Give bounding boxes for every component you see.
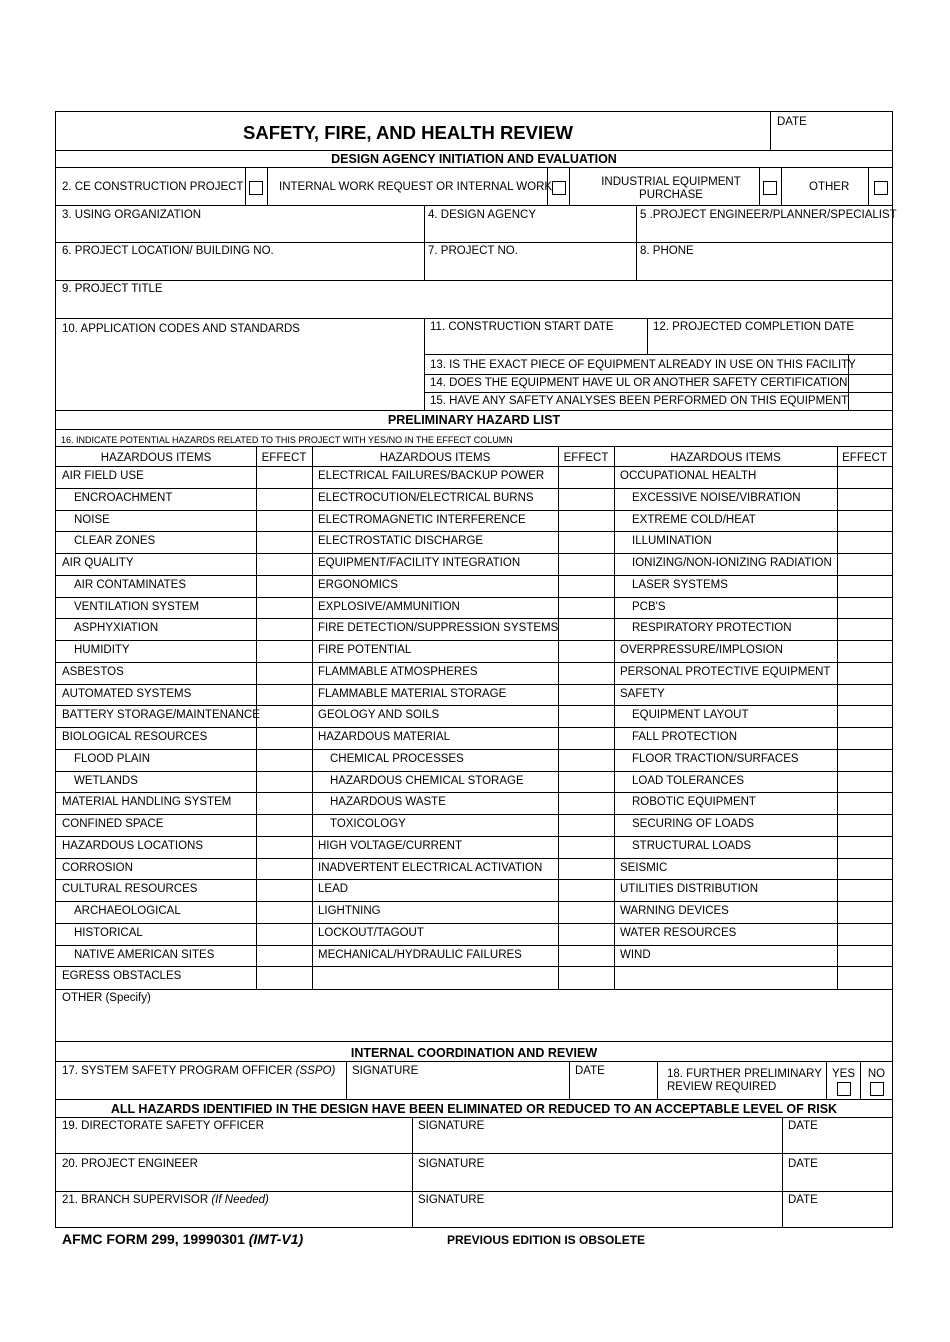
hazard-effect-field[interactable] (838, 467, 892, 488)
hazard-item-label: UTILITIES DISTRIBUTION (620, 883, 759, 896)
hazard-item-label: HAZARDOUS CHEMICAL STORAGE (330, 774, 524, 787)
yes-label: YES (831, 1068, 855, 1080)
sspo-signature-field[interactable] (347, 1078, 569, 1099)
dso-date-field[interactable] (783, 1133, 892, 1153)
other-label: OTHER (809, 181, 850, 193)
using-organization-label: 3. USING ORGANIZATION (62, 209, 202, 221)
dso-signature-label: SIGNATURE (418, 1120, 485, 1132)
hazard-item-label: PCB'S (632, 600, 666, 613)
design-agency-label: 4. DESIGN AGENCY (428, 209, 537, 221)
projected-completion-date-field[interactable] (648, 334, 892, 354)
hazard-effect-field[interactable] (559, 619, 614, 640)
project-title-field[interactable] (56, 296, 892, 318)
ce-construction-project-label: 2. CE CONSTRUCTION PROJECT (62, 181, 244, 193)
project-engineer-planner-field[interactable] (637, 222, 892, 242)
safety-review-form (55, 111, 897, 1228)
hazard-item-label: EQUIPMENT LAYOUT (632, 709, 749, 722)
hazard-row-divider (56, 705, 892, 706)
hazard-item-label: EQUIPMENT/FACILITY INTEGRATION (318, 557, 521, 569)
bs-signature-field[interactable] (413, 1207, 782, 1227)
section-initiation-heading: DESIGN AGENCY INITIATION AND EVALUATION (331, 152, 617, 166)
hazard-item-label: EXCESSIVE NOISE/VIBRATION (632, 491, 801, 504)
bs-signature-label: SIGNATURE (418, 1194, 485, 1206)
hazard-effect-field[interactable] (559, 728, 614, 749)
project-title-label: 9. PROJECT TITLE (62, 283, 163, 295)
hazard-effect-field[interactable] (559, 859, 614, 880)
industrial-equipment-label-line2: PURCHASE (639, 189, 703, 201)
hazard-effect-field[interactable] (838, 859, 892, 880)
hazard-effect-field[interactable] (559, 511, 614, 532)
no-label: NO (867, 1068, 886, 1080)
projected-completion-date-label: 12. PROJECTED COMPLETION DATE (653, 321, 855, 333)
all-hazards-statement: ALL HAZARDS IDENTIFIED IN THE DESIGN HAVE BEEN ELIMINATED OR REDUCED TO AN ACCEPTABLE LEVEL OF RISK (110, 1102, 838, 1116)
hazard-item-label: FLAMMABLE ATMOSPHERES (318, 665, 478, 678)
hazard-item-label: FIRE POTENTIAL (318, 644, 412, 656)
hazard-effect-field[interactable] (838, 750, 892, 771)
hazard-effect-field[interactable] (838, 815, 892, 836)
hazard-item-label: WARNING DEVICES (620, 905, 729, 917)
hazard-item-label: ELECTROMAGNETIC INTERFERENCE (318, 513, 526, 526)
previous-edition-notice: PREVIOUS EDITION IS OBSOLETE (447, 1233, 646, 1247)
hazard-item-label: OVERPRESSURE/IMPLOSION (620, 644, 783, 656)
hazard-effect-field[interactable] (838, 576, 892, 597)
hazard-effect-field[interactable] (257, 728, 312, 749)
hazard-effect-field[interactable] (838, 641, 892, 662)
form-title: SAFETY, FIRE, AND HEALTH REVIEW (243, 122, 573, 143)
question-15-answer[interactable] (849, 393, 892, 410)
hazard-effect-field[interactable] (257, 772, 312, 793)
hazard-row-divider (56, 684, 892, 685)
hazard-effect-field[interactable] (838, 946, 892, 967)
hazard-effect-field[interactable] (559, 967, 614, 988)
using-organization-field[interactable] (56, 222, 424, 242)
further-review-label-line1: 18. FURTHER PRELIMINARY (667, 1068, 822, 1080)
hazard-effect-field[interactable] (559, 663, 614, 684)
hazard-effect-field[interactable] (838, 902, 892, 923)
hazard-effect-field[interactable] (559, 772, 614, 793)
hazard-item-label: FLAMMABLE MATERIAL STORAGE (318, 687, 507, 700)
hazard-item-label: ENCROACHMENT (74, 491, 173, 504)
phone-field[interactable] (637, 258, 892, 280)
hazard-item-label: SAFETY (620, 687, 665, 700)
hazard-item-label: ELECTROSTATIC DISCHARGE (318, 535, 484, 548)
hazard-item-label: CHEMICAL PROCESSES (330, 752, 464, 765)
project-no-field[interactable] (425, 258, 636, 280)
hazard-item-label: LIGHTNING (318, 905, 381, 917)
hazard-item-label: WATER RESOURCES (620, 926, 737, 939)
hazard-item-label: WIND (620, 948, 651, 961)
question-13-label: 13. IS THE EXACT PIECE OF EQUIPMENT ALREADY IN USE ON THIS FACILITY (430, 359, 856, 371)
date-field[interactable] (771, 128, 892, 150)
hazard-item-label: HIGH VOLTAGE/CURRENT (318, 839, 462, 852)
hazard-effect-field[interactable] (838, 837, 892, 858)
construction-start-date-label: 11. CONSTRUCTION START DATE (430, 321, 614, 333)
hazard-item-label: ASBESTOS (62, 665, 124, 678)
hazard-item-label: IONIZING/NON-IONIZING RADIATION (632, 557, 832, 569)
hazard-item-label: INADVERTENT ELECTRICAL ACTIVATION (318, 861, 543, 874)
hazard-effect-field[interactable] (838, 706, 892, 727)
design-agency-field[interactable] (425, 222, 636, 242)
hazard-row-divider (56, 901, 892, 902)
hazard-row-divider (56, 640, 892, 641)
sspo-label: 17. SYSTEM SAFETY PROGRAM OFFICER (SSPO) (62, 1065, 336, 1077)
question-13-answer[interactable] (849, 355, 892, 374)
hazard-effect-field[interactable] (838, 924, 892, 945)
hazard-item-label: VENTILATION SYSTEM (74, 600, 200, 613)
other-specify-label: OTHER (Specify) (62, 992, 151, 1004)
section-coordination-heading: INTERNAL COORDINATION AND REVIEW (350, 1046, 598, 1060)
hazard-effect-field[interactable] (559, 880, 614, 901)
internal-work-request-label: INTERNAL WORK REQUEST OR INTERNAL WORK (279, 181, 553, 193)
date-label: DATE (777, 116, 807, 128)
hazard-item-label: LEAD (318, 883, 349, 896)
hazard-row-divider (56, 923, 892, 924)
hazard-effect-field[interactable] (257, 946, 312, 967)
directorate-safety-officer-label: 19. DIRECTORATE SAFETY OFFICER (62, 1120, 264, 1132)
hazard-item-label: ROBOTIC EQUIPMENT (632, 796, 756, 809)
hazard-effect-field[interactable] (838, 532, 892, 553)
hazard-item-label: CONFINED SPACE (62, 818, 164, 830)
hazard-effect-field[interactable] (838, 772, 892, 793)
dso-date-label: DATE (788, 1120, 818, 1132)
hazard-item-label: MECHANICAL/HYDRAULIC FAILURES (318, 948, 522, 961)
hazard-effect-field[interactable] (257, 554, 312, 575)
bs-date-field[interactable] (783, 1207, 892, 1227)
hazard-row-divider (56, 879, 892, 880)
hazard-row-divider (56, 510, 892, 511)
hazard-row-divider (56, 792, 892, 793)
hazard-effect-field[interactable] (838, 728, 892, 749)
hazard-effect-field[interactable] (559, 685, 614, 706)
hazard-row-divider (56, 858, 892, 859)
hazard-item-label: BATTERY STORAGE/MAINTENANCE (62, 709, 260, 722)
hazard-item-label: CULTURAL RESOURCES (62, 883, 198, 896)
hazard-item-label: FLOOD PLAIN (74, 752, 151, 765)
hazard-effect-field[interactable] (257, 967, 312, 988)
hazard-item-label: OCCUPATIONAL HEALTH (620, 470, 757, 482)
hazard-effect-field[interactable] (559, 532, 614, 553)
industrial-equipment-label-line1: INDUSTRIAL EQUIPMENT (601, 176, 741, 188)
hazard-item-label: HUMIDITY (74, 644, 130, 656)
hazard-item-label: NATIVE AMERICAN SITES (74, 948, 215, 961)
hazard-item-label: ASPHYXIATION (74, 622, 159, 635)
hazard-effect-field[interactable] (559, 750, 614, 771)
hazard-effect-field[interactable] (257, 815, 312, 836)
hazard-item-label: AUTOMATED SYSTEMS (62, 687, 192, 700)
hazard-effect-field[interactable] (838, 619, 892, 640)
hazard-item-label: ELECTRICAL FAILURES/BACKUP POWER (318, 470, 545, 482)
hazard-item-label: PERSONAL PROTECTIVE EQUIPMENT (620, 665, 831, 678)
hazard-effect-field[interactable] (838, 489, 892, 510)
hazard-item-label: EGRESS OBSTACLES (62, 970, 182, 983)
hazard-item-label: AIR QUALITY (62, 557, 134, 569)
branch-supervisor-label: 21. BRANCH SUPERVISOR (If Needed) (62, 1194, 269, 1206)
hazard-item-label: BIOLOGICAL RESOURCES (62, 731, 208, 743)
hazard-row-divider (56, 814, 892, 815)
hazard-item-label: ERGONOMICS (318, 578, 398, 591)
project-engineer-planner-label: 5 .PROJECT ENGINEER/PLANNER/SPECIALIST (640, 209, 897, 221)
project-location-label: 6. PROJECT LOCATION/ BUILDING NO. (62, 245, 274, 257)
hazard-effect-field[interactable] (257, 532, 312, 553)
application-codes-label: 10. APPLICATION CODES AND STANDARDS (62, 323, 300, 335)
project-location-field[interactable] (56, 258, 424, 280)
hazard-item-label: ILLUMINATION (632, 535, 712, 548)
hazard-item-label: RESPIRATORY PROTECTION (632, 622, 792, 635)
hazard-effect-field[interactable] (257, 902, 312, 923)
hazard-effect-field[interactable] (257, 793, 312, 814)
hazard-effect-field[interactable] (257, 576, 312, 597)
hazard-effect-field[interactable] (559, 554, 614, 575)
further-review-label-line2: REVIEW REQUIRED (667, 1081, 777, 1093)
further-review-yes-checkbox[interactable] (837, 1082, 851, 1096)
hazard-effect-field[interactable] (257, 706, 312, 727)
hazard-effect-field[interactable] (257, 663, 312, 684)
hazard-item-label: HAZARDOUS LOCATIONS (62, 839, 203, 852)
hazard-effect-field[interactable] (559, 902, 614, 923)
hazard-item-label: AIR FIELD USE (62, 470, 144, 482)
hazard-item-label: EXPLOSIVE/AMMUNITION (318, 600, 460, 613)
hazard-item-label: LASER SYSTEMS (632, 578, 728, 591)
hazard-effect-field[interactable] (257, 641, 312, 662)
hazard-effect-field[interactable] (838, 663, 892, 684)
hazard-item-label: FALL PROTECTION (632, 731, 738, 743)
hazard-item-label: AIR CONTAMINATES (74, 578, 187, 591)
hazard-item-label: SECURING OF LOADS (632, 818, 755, 830)
hazard-item-label: HISTORICAL (74, 926, 143, 939)
industrial-equipment-checkbox[interactable] (763, 181, 777, 195)
col2-header-hazard: HAZARDOUS ITEMS (379, 452, 491, 464)
hazard-row-divider (56, 771, 892, 772)
hazard-effect-field[interactable] (559, 837, 614, 858)
hazard-row-divider (56, 836, 892, 837)
section-hazard-heading: PRELIMINARY HAZARD LIST (387, 413, 561, 427)
project-no-label: 7. PROJECT NO. (428, 245, 518, 257)
hazard-effect-field[interactable] (559, 467, 614, 488)
hazard-effect-field[interactable] (559, 489, 614, 510)
hazard-row-divider (56, 727, 892, 728)
hazard-item-label: WETLANDS (74, 774, 138, 787)
hazard-item-label: FIRE DETECTION/SUPPRESSION SYSTEMS (318, 622, 559, 635)
hazard-effect-field[interactable] (559, 598, 614, 619)
dso-signature-field[interactable] (413, 1133, 782, 1153)
hazard-effect-field[interactable] (559, 576, 614, 597)
hazard-item-label: STRUCTURAL LOADS (632, 839, 752, 852)
hazard-item-label: SEISMIC (620, 861, 668, 874)
hazard-item-label: EXTREME COLD/HEAT (632, 513, 756, 526)
hazard-effect-field[interactable] (838, 967, 892, 988)
hazard-effect-field[interactable] (257, 598, 312, 619)
hazard-item-label: LOCKOUT/TAGOUT (318, 926, 424, 939)
hazard-row-divider (56, 945, 892, 946)
form-id: AFMC FORM 299, 19990301 (IMT-V1) (62, 1231, 304, 1247)
sspo-signature-label: SIGNATURE (352, 1065, 419, 1077)
ce-construction-project-checkbox[interactable] (249, 181, 263, 195)
hazard-row-divider (56, 597, 892, 598)
pe-date-field[interactable] (783, 1171, 892, 1191)
hazard-row-divider (56, 575, 892, 576)
hazard-effect-field[interactable] (838, 554, 892, 575)
hazard-effect-field[interactable] (257, 511, 312, 532)
hazard-row-divider (56, 749, 892, 750)
col2-header-effect: EFFECT (563, 452, 609, 464)
hazard-effect-field[interactable] (559, 946, 614, 967)
hazard-row-divider (56, 662, 892, 663)
construction-start-date-field[interactable] (425, 334, 647, 354)
col3-header-effect: EFFECT (842, 452, 887, 464)
hazard-effect-field[interactable] (257, 619, 312, 640)
hazard-effect-field[interactable] (257, 467, 312, 488)
question-14-label: 14. DOES THE EQUIPMENT HAVE UL OR ANOTHER SAFETY CERTIFICATION (430, 377, 848, 389)
phone-label: 8. PHONE (640, 245, 694, 257)
hazard-item-label: TOXICOLOGY (330, 818, 406, 830)
hazard-item-label: CORROSION (62, 861, 133, 874)
hazard-effect-field[interactable] (838, 598, 892, 619)
hazard-item-label: MATERIAL HANDLING SYSTEM (62, 796, 232, 809)
hazard-item-label: CLEAR ZONES (74, 535, 156, 548)
hazard-item-label: HAZARDOUS MATERIAL (318, 731, 451, 743)
hazard-effect-field[interactable] (838, 511, 892, 532)
hazard-effect-field[interactable] (257, 750, 312, 771)
hazard-item-label: LOAD TOLERANCES (632, 774, 745, 787)
question-15-label: 15. HAVE ANY SAFETY ANALYSES BEEN PERFORMED ON THIS EQUIPMENT (430, 395, 849, 407)
application-codes-field[interactable] (56, 338, 424, 410)
hazard-effect-field[interactable] (838, 793, 892, 814)
hazard-row-divider (56, 553, 892, 554)
hazard-item-label: HAZARDOUS WASTE (330, 796, 446, 809)
hazard-effect-field[interactable] (257, 859, 312, 880)
other-checkbox[interactable] (874, 181, 888, 195)
hazard-effect-field[interactable] (559, 641, 614, 662)
hazard-row-divider (56, 966, 892, 967)
hazard-item-label: ARCHAEOLOGICAL (74, 905, 181, 917)
hazard-row-divider (56, 531, 892, 532)
further-review-no-checkbox[interactable] (870, 1082, 884, 1096)
hazard-row-divider (56, 618, 892, 619)
sspo-date-label: DATE (575, 1065, 605, 1077)
sspo-date-field[interactable] (570, 1078, 657, 1099)
hazard-effect-field[interactable] (559, 924, 614, 945)
col3-header-hazard: HAZARDOUS ITEMS (670, 452, 781, 464)
hazard-effect-field[interactable] (559, 815, 614, 836)
hazard-effect-field[interactable] (559, 706, 614, 727)
col1-header-hazard: HAZARDOUS ITEMS (100, 452, 212, 464)
internal-work-request-checkbox[interactable] (552, 181, 566, 195)
col1-header-effect: EFFECT (261, 452, 307, 464)
hazard-effect-field[interactable] (257, 489, 312, 510)
hazard-effect-field[interactable] (257, 837, 312, 858)
hazard-effect-field[interactable] (257, 924, 312, 945)
hazard-item-label: FLOOR TRACTION/SURFACES (632, 752, 799, 765)
pe-signature-field[interactable] (413, 1171, 782, 1191)
hazard-effect-field[interactable] (257, 685, 312, 706)
pe-date-label: DATE (788, 1158, 818, 1170)
pe-signature-label: SIGNATURE (418, 1158, 485, 1170)
hazard-instructions: 16. INDICATE POTENTIAL HAZARDS RELATED TO THIS PROJECT WITH YES/NO IN THE EFFECT COLUMN (61, 435, 513, 445)
hazard-effect-field[interactable] (838, 685, 892, 706)
question-14-answer[interactable] (849, 375, 892, 392)
bs-date-label: DATE (788, 1194, 818, 1206)
project-engineer-label: 20. PROJECT ENGINEER (62, 1158, 198, 1170)
hazard-item-label: NOISE (74, 513, 110, 526)
hazard-item-label: ELECTROCUTION/ELECTRICAL BURNS (318, 491, 534, 504)
hazard-effect-field[interactable] (257, 880, 312, 901)
other-specify-field[interactable] (56, 1005, 892, 1040)
hazard-item-label: GEOLOGY AND SOILS (318, 709, 440, 722)
hazard-effect-field[interactable] (559, 793, 614, 814)
hazard-row-divider (56, 488, 892, 489)
hazard-effect-field[interactable] (838, 880, 892, 901)
